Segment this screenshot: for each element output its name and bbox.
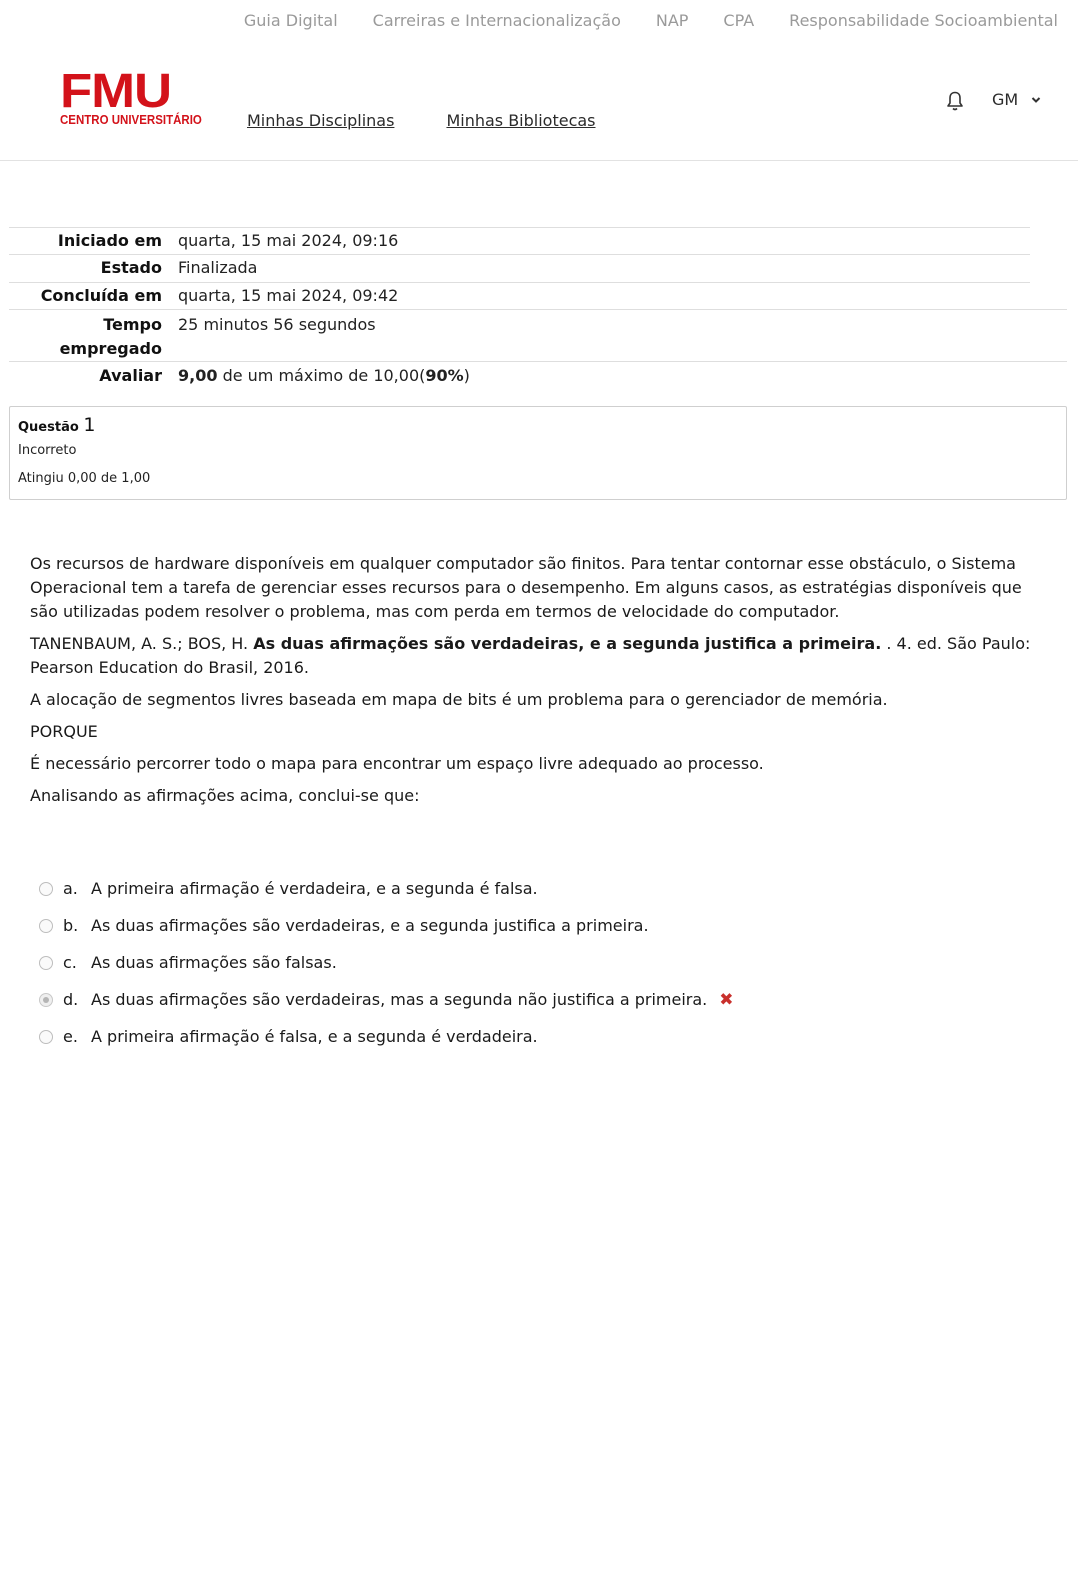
- assertion-1: A alocação de segmentos livres baseada em mapa de bits é um problema para o gerenciador de memória.: [30, 690, 888, 709]
- summary-label: Avaliar: [99, 366, 162, 385]
- question-label: Questão: [18, 420, 79, 435]
- question-reference: [30, 632, 1050, 680]
- summary-row-grade: [9, 361, 1067, 391]
- answer-option-c[interactable]: [39, 944, 839, 981]
- toplink-carreiras[interactable]: Carreiras e Internacionalização: [372, 11, 621, 30]
- answer-option-e[interactable]: [39, 1018, 839, 1055]
- grade-percent: 90%: [425, 366, 464, 385]
- summary-value: quarta, 15 mai 2024, 09:16: [178, 231, 399, 250]
- summary-label: Iniciado em: [57, 231, 162, 250]
- option-text: A primeira afirmação é falsa, e a segunda é verdadeira.: [91, 1027, 538, 1046]
- option-text: A primeira afirmação é verdadeira, e a segunda é falsa.: [91, 879, 538, 898]
- reference-edition: . 4. ed. São Paulo: Pearson Education do Brasil, 2016.: [30, 634, 1036, 677]
- option-letter: a.: [63, 879, 78, 898]
- option-letter: c.: [63, 953, 77, 972]
- summary-value: [162, 366, 470, 391]
- attempt-summary: [9, 227, 1067, 391]
- toplink-responsabilidade[interactable]: Responsabilidade Socioambiental: [789, 11, 1058, 30]
- toplink-cpa[interactable]: CPA: [723, 11, 755, 30]
- header: [0, 45, 1078, 161]
- toplink-guia-digital[interactable]: Guia Digital: [243, 11, 338, 30]
- question-title: [18, 414, 1058, 436]
- radio-button-selected[interactable]: [39, 993, 53, 1007]
- question-grade: Atingiu 0,00 de 1,00: [18, 471, 151, 486]
- logo-word: FMU: [60, 65, 172, 118]
- incorrect-x-icon: ✖: [719, 989, 734, 1010]
- radio-button[interactable]: [39, 882, 53, 896]
- time-label-1: Tempo: [103, 315, 162, 334]
- toplink-nap[interactable]: NAP: [655, 11, 689, 30]
- option-letter: e.: [63, 1027, 78, 1046]
- question-state: Incorreto: [18, 443, 77, 458]
- user-menu[interactable]: [992, 90, 1042, 109]
- user-initials: GM: [992, 90, 1019, 109]
- question-intro: Os recursos de hardware disponíveis em qualquer computador são finitos. Para tentar contornar esse obstáculo, o Sistema Operacional tem a tarefa de gerenciar esses recursos para o desempenho. Em alguns casos, as estratégias disponíveis que são utilizadas podem resolver o problema, mas com perda em termos de velocidade do computador.: [30, 554, 1022, 621]
- nav-minhas-bibliotecas[interactable]: Minhas Bibliotecas: [446, 111, 596, 130]
- main-nav: [247, 111, 648, 130]
- summary-value: Finalizada: [178, 258, 258, 277]
- option-text: As duas afirmações são verdadeiras, e a segunda justifica a primeira.: [91, 916, 649, 935]
- option-letter: d.: [63, 990, 79, 1009]
- nav-minhas-disciplinas[interactable]: Minhas Disciplinas: [247, 111, 395, 130]
- radio-button[interactable]: [39, 956, 53, 970]
- question-prompt: Analisando as afirmações acima, conclui-se que:: [30, 786, 420, 805]
- grade-close: ): [463, 366, 470, 385]
- summary-label: [9, 313, 162, 361]
- answer-option-b[interactable]: [39, 907, 839, 944]
- answer-option-a[interactable]: [39, 870, 839, 907]
- time-label-2: empregado: [59, 339, 162, 358]
- radio-button[interactable]: [39, 919, 53, 933]
- question-info-box: [9, 406, 1067, 500]
- summary-value: quarta, 15 mai 2024, 09:42: [178, 286, 399, 305]
- summary-label: Estado: [100, 258, 162, 277]
- summary-value: 25 minutos 56 segundos: [178, 315, 376, 334]
- radio-button[interactable]: [39, 1030, 53, 1044]
- summary-row-state: [9, 254, 1030, 282]
- bell-icon[interactable]: [945, 90, 965, 112]
- porque-connector: PORQUE: [30, 722, 98, 741]
- option-text: As duas afirmações são falsas.: [91, 953, 337, 972]
- option-letter: b.: [63, 916, 79, 935]
- question-text: [30, 552, 1050, 816]
- chevron-down-icon: [1030, 94, 1042, 106]
- reference-title: As duas afirmações são verdadeiras, e a segunda justifica a primeira.: [253, 634, 882, 653]
- grade-score: 9,00: [178, 366, 218, 385]
- question-number: 1: [83, 414, 96, 436]
- summary-label: Concluída em: [40, 286, 162, 305]
- assertion-2: É necessário percorrer todo o mapa para encontrar um espaço livre adequado ao processo.: [30, 754, 764, 773]
- grade-max: de um máximo de 10,00(: [217, 366, 426, 385]
- summary-row-started: [9, 227, 1030, 254]
- fmu-logo[interactable]: [60, 65, 202, 128]
- reference-authors: TANENBAUM, A. S.; BOS, H.: [30, 634, 254, 653]
- summary-row-finished: [9, 282, 1030, 309]
- top-links-bar: [209, 11, 1058, 30]
- answer-option-d[interactable]: [39, 981, 839, 1018]
- logo-subtitle: CENTRO UNIVERSITÁRIO: [60, 113, 202, 127]
- option-text: As duas afirmações são verdadeiras, mas a segunda não justifica a primeira.: [91, 990, 708, 1009]
- answer-options: [39, 870, 839, 1055]
- summary-row-time: [9, 309, 1067, 361]
